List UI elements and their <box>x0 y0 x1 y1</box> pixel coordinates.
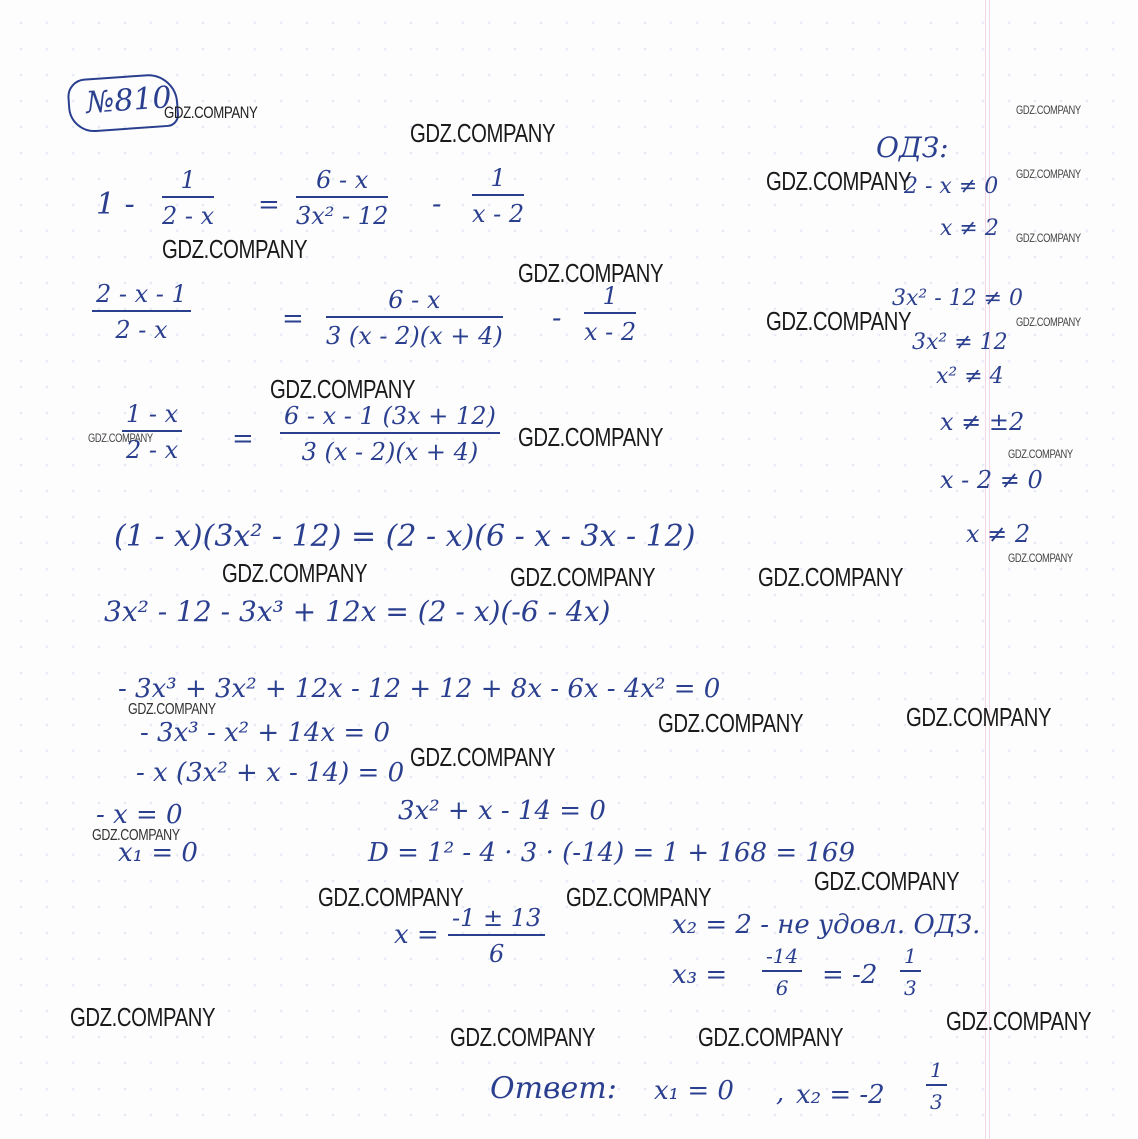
root-x3-equals: = -2 <box>822 960 878 990</box>
watermark: GDZ.COMPANY <box>1016 167 1081 181</box>
step1-f3-den: x - 2 <box>472 200 525 228</box>
answer-frac-den: 3 <box>930 1090 943 1114</box>
quadratic-equation: 3x² + x - 14 = 0 <box>398 796 606 826</box>
watermark: GDZ.COMPANY <box>1016 231 1081 245</box>
step3-f2-den: 3 (x - 2)(x + 4) <box>301 438 479 466</box>
watermark: GDZ.COMPANY <box>164 103 258 122</box>
watermark: GDZ.COMPANY <box>222 558 368 588</box>
watermark: GDZ.COMPANY <box>518 422 664 452</box>
step1-f1-den: 2 - x <box>162 202 215 230</box>
root-x3-left: x₃ = <box>672 960 728 990</box>
line-expand: 3x² - 12 - 3x³ + 12x = (2 - x)(-6 - 4x) <box>104 595 611 628</box>
task-number: №810 <box>84 80 173 121</box>
watermark: GDZ.COMPANY <box>1008 447 1073 461</box>
odz-line: 3x² - 12 ≠ 0 <box>892 286 1024 311</box>
line-x1: x₁ = 0 <box>118 838 198 868</box>
step1-f2-num: 6 - x <box>296 168 388 198</box>
watermark: GDZ.COMPANY <box>318 882 464 912</box>
watermark: GDZ.COMPANY <box>88 431 153 445</box>
watermark: GDZ.COMPANY <box>1016 315 1081 329</box>
step1-f2-den: 3x² - 12 <box>296 202 389 230</box>
watermark: GDZ.COMPANY <box>906 702 1052 732</box>
step3-f1-num: 1 - x <box>122 402 182 432</box>
step2-f1-den: 2 - x <box>115 316 168 344</box>
step1-fraction-3 <box>472 166 524 226</box>
step2-fraction-3 <box>584 284 636 344</box>
step2-f3-den: x - 2 <box>584 318 637 346</box>
step2-equals: = <box>282 304 304 334</box>
watermark: GDZ.COMPANY <box>450 1022 596 1052</box>
watermark: GDZ.COMPANY <box>658 708 804 738</box>
step1-equals: = <box>258 190 280 220</box>
odz-line: x ≠ ±2 <box>940 408 1025 436</box>
step3-f2-num: 6 - x - 1 (3x + 12) <box>280 404 500 434</box>
root-x3-num: -14 <box>762 946 802 972</box>
watermark: GDZ.COMPANY <box>518 258 664 288</box>
answer-x1: x₁ = 0 <box>654 1076 734 1106</box>
discriminant: D = 1² - 4 · 3 · (-14) = 1 + 168 = 169 <box>368 838 856 868</box>
line-x-zero: - x = 0 <box>96 800 183 830</box>
watermark: GDZ.COMPANY <box>766 166 912 196</box>
root-x3-mixed-den: 3 <box>904 976 917 1000</box>
line-collect: - 3x³ + 3x² + 12x - 12 + 12 + 8x - 6x - 4x² = 0 <box>118 674 721 704</box>
root-x3-mixed-num: 1 <box>900 946 921 972</box>
answer-label: Ответ: <box>490 1071 617 1106</box>
step1-fraction-1 <box>162 168 214 228</box>
watermark: GDZ.COMPANY <box>1008 551 1073 565</box>
watermark: GDZ.COMPANY <box>70 1002 216 1032</box>
margin-line <box>985 0 986 1139</box>
line-cubic: - 3x³ - x² + 14x = 0 <box>140 718 390 748</box>
line-product: (1 - x)(3x² - 12) = (2 - x)(6 - x - 3x - 12) <box>114 519 696 554</box>
step2-fraction-1 <box>92 282 191 342</box>
step2-f2-num: 6 - x <box>326 288 503 318</box>
odz-line: x - 2 ≠ 0 <box>940 466 1043 494</box>
step3-f1-den: 2 - x <box>126 436 179 464</box>
watermark: GDZ.COMPANY <box>128 701 216 718</box>
root-x3-fraction <box>762 946 802 998</box>
odz-title: ОДЗ: <box>876 131 949 164</box>
answer-fraction <box>926 1060 947 1112</box>
step2-fraction-2 <box>326 288 503 348</box>
line-factor: - x (3x² + x - 14) = 0 <box>136 758 405 788</box>
watermark: GDZ.COMPANY <box>758 562 904 592</box>
answer-frac-num: 1 <box>926 1060 947 1086</box>
watermark: GDZ.COMPANY <box>766 306 912 336</box>
watermark: GDZ.COMPANY <box>410 118 556 148</box>
watermark: GDZ.COMPANY <box>1016 103 1081 117</box>
step2-f2-den: 3 (x - 2)(x + 4) <box>326 322 503 350</box>
watermark: GDZ.COMPANY <box>162 234 308 264</box>
answer-x2: x₂ = -2 <box>796 1080 885 1110</box>
watermark: GDZ.COMPANY <box>92 827 180 844</box>
watermark: GDZ.COMPANY <box>946 1006 1092 1036</box>
watermark: GDZ.COMPANY <box>270 374 416 404</box>
odz-line: 2 - x ≠ 0 <box>904 174 999 199</box>
step1-f1-num: 1 <box>162 168 214 198</box>
step2-f3-num: 1 <box>584 284 636 314</box>
step2-f1-num: 2 - x - 1 <box>92 282 191 312</box>
root-x2: x₂ = 2 - не удовл. ОДЗ. <box>672 910 981 940</box>
odz-line: x ≠ 2 <box>966 520 1031 548</box>
step3-equals: = <box>232 424 254 454</box>
step1-fraction-2 <box>296 168 388 228</box>
watermark: GDZ.COMPANY <box>814 866 960 896</box>
watermark: GDZ.COMPANY <box>410 742 556 772</box>
roots-fraction <box>448 906 545 966</box>
watermark: GDZ.COMPANY <box>698 1022 844 1052</box>
odz-line: x² ≠ 4 <box>936 364 1004 389</box>
odz-line: 3x² ≠ 12 <box>912 330 1008 355</box>
step1-f3-num: 1 <box>472 166 524 196</box>
margin-line <box>989 0 990 1139</box>
roots-label: x = <box>394 920 439 950</box>
watermark: GDZ.COMPANY <box>566 882 712 912</box>
root-x3-mixed <box>900 946 921 998</box>
roots-den: 6 <box>489 940 505 968</box>
step3-fraction-2 <box>280 404 500 464</box>
root-x3-den: 6 <box>775 976 789 1000</box>
step2-minus: - <box>552 301 562 334</box>
step1-one-minus: 1 - <box>96 187 135 222</box>
watermark: GDZ.COMPANY <box>510 562 656 592</box>
step1-minus: - <box>432 187 442 220</box>
roots-num: -1 ± 13 <box>448 906 545 936</box>
answer-separator: , <box>776 1078 785 1108</box>
odz-line: x ≠ 2 <box>940 216 999 241</box>
